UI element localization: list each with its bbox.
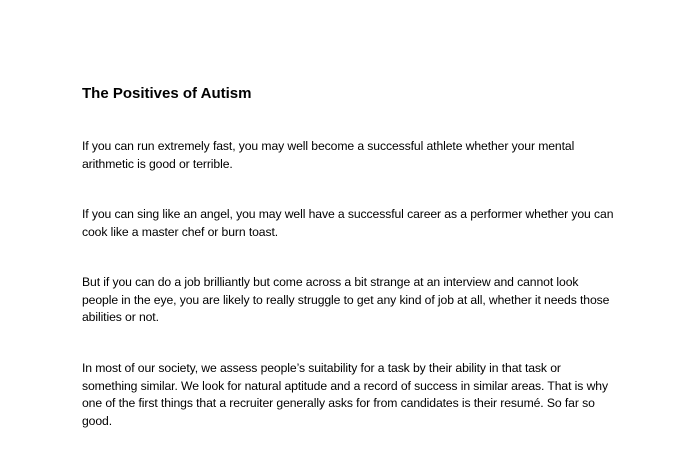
paragraph-line: cook like a master chef or burn toast. <box>82 224 279 239</box>
paragraph-line: abilities or not. <box>82 310 159 324</box>
paragraph-line: good. <box>82 413 112 428</box>
paragraph-line: If you can run extremely fast, you may well become a successful athlete whether your mental <box>82 139 575 153</box>
paragraph-line: In most of our society, we assess people’s suitability for a task by their ability in that task or <box>82 361 561 375</box>
paragraph-2 <box>82 206 612 241</box>
paragraph-1 <box>82 138 612 173</box>
paragraph-line: one of the first things that a recruiter generally asks for from candidates is their resumé. So far so <box>82 396 595 410</box>
document-title: The Positives of Autism <box>82 85 252 102</box>
paragraph-4 <box>82 360 612 430</box>
paragraph-line: arithmetic is good or terrible. <box>82 156 233 171</box>
paragraph-line: something similar. We look for natural aptitude and a record of success in similar areas. That is why <box>82 378 608 393</box>
paragraph-line: If you can sing like an angel, you may well have a successful career as a performer whether you can <box>82 207 614 221</box>
paragraph-line: But if you can do a job brilliantly but come across a bit strange at an interview and cannot look <box>82 275 579 289</box>
paragraph-3 <box>82 274 612 327</box>
paragraph-line: people in the eye, you are likely to really struggle to get any kind of job at all, whether it needs those <box>82 292 610 307</box>
